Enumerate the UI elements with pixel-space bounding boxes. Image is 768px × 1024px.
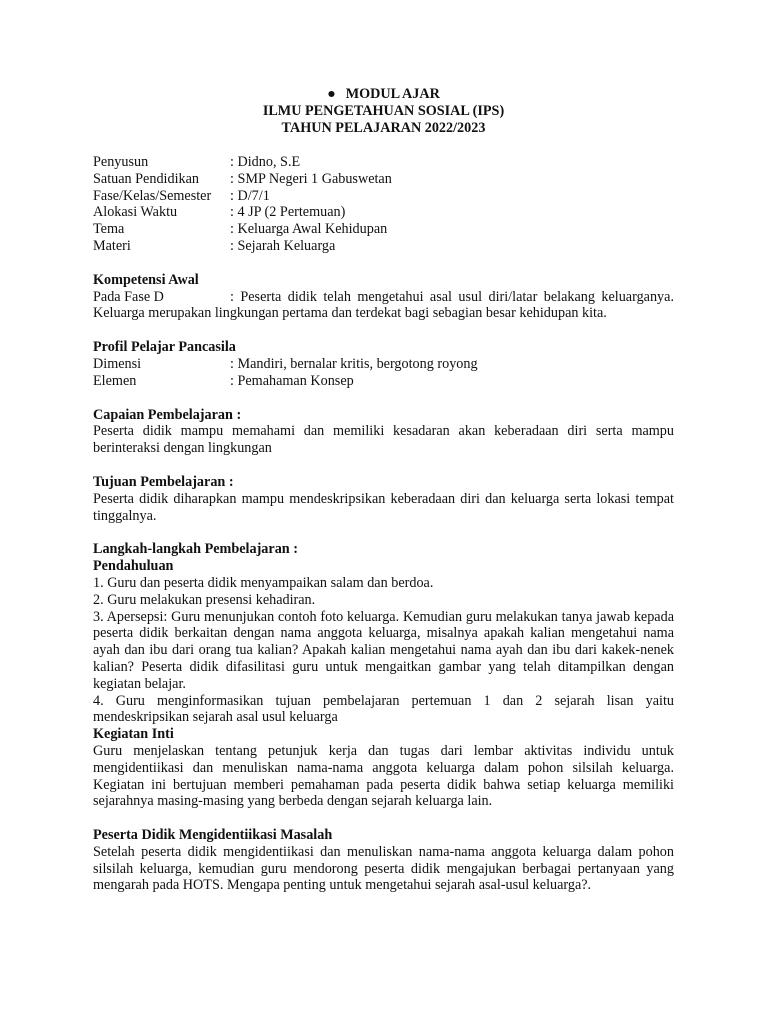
section-tujuan (93, 474, 674, 524)
info-value: : 4 JP (2 Pertemuan) (230, 204, 346, 221)
subject-title: ILMU PENGETAHUAN SOSIAL (IPS) (262, 103, 505, 119)
info-row-penyusun (93, 154, 674, 171)
section-kompetensi-awal (93, 272, 674, 322)
masalah-paragraph: Setelah peserta didik mengidentiikasi dan menuliskan nama-nama anggota keluarga dalam pohon silsilah keluarga, kemudian guru mendorong peserta didik mengajukan berbagai pertanyaan yang mengarah pada HOTS. Mengapa penting untuk mengetahui sejarah asal-usul keluarga?. (93, 843, 674, 894)
document-title-block (93, 86, 674, 137)
info-label: Fase/Kelas/Semester (93, 187, 212, 204)
profil-label: Dimensi (93, 355, 142, 372)
info-label: Penyusun (93, 154, 149, 170)
info-label: Alokasi Waktu (93, 204, 178, 221)
info-row-tema (93, 221, 674, 238)
section-heading: Langkah-langkah Pembelajaran : (93, 541, 298, 558)
kompetensi-text: : Peserta didik telah mengetahui asal usul diri/latar belakang keluarganya. Keluarga merupakan lingkungan pertama dan terdekat bagi sebagian besar kehidupan kita. (93, 288, 674, 322)
section-heading: Peserta Didik Mengidentiikasi Masalah (93, 827, 333, 844)
section-heading: Profil Pelajar Pancasila (93, 339, 236, 356)
module-title: ● MODUL AJAR (327, 86, 440, 102)
section-capaian (93, 407, 674, 457)
list-item: 4. Guru menginformasikan tujuan pembelajaran pertemuan 1 dan 2 sejarah lisan yaitu mendeskripsikan sejarah asal usul keluarga (93, 692, 674, 726)
subsection-heading-pendahuluan: Pendahuluan (93, 558, 174, 575)
info-value: : D/7/1 (230, 187, 270, 204)
kompetensi-paragraph (93, 289, 674, 323)
profil-row-elemen (93, 373, 674, 390)
subsection-heading-inti: Kegiatan Inti (93, 726, 174, 743)
info-label: Tema (93, 221, 125, 238)
academic-year-title: TAHUN PELAJARAN 2022/2023 (281, 120, 486, 136)
tujuan-paragraph: Peserta didik diharapkan mampu mendeskripsikan keberadaan diri dan keluarga serta lokasi tempat tinggalnya. (93, 490, 674, 524)
info-label: Satuan Pendidikan (93, 170, 199, 187)
kompetensi-label: Pada Fase D (93, 288, 164, 305)
info-row-satuan (93, 171, 674, 188)
bullet-icon: ● (327, 86, 336, 102)
info-table (93, 154, 674, 255)
section-heading: Tujuan Pembelajaran : (93, 473, 234, 490)
info-row-alokasi (93, 204, 674, 221)
section-heading: Kompetensi Awal (93, 271, 199, 288)
inti-paragraph: Guru menjelaskan tentang petunjuk kerja dan tugas dari lembar aktivitas individu untuk mengidentiikasi dan menuliskan nama-nama anggota keluarga dalam pohon silsilah keluarga. Kegiatan ini bertujuan memberi pemahaman pada peserta didik bahwa setiap keluarga memiliki sejarahnya masing-masing yang berbeda dengan sejarah keluarga lain. (93, 742, 674, 810)
list-item: 1. Guru dan peserta didik menyampaikan salam dan berdoa. (93, 574, 434, 591)
profil-label: Elemen (93, 372, 137, 389)
info-value: : Keluarga Awal Kehidupan (230, 221, 388, 238)
section-langkah (93, 541, 674, 810)
info-label: Materi (93, 237, 131, 254)
profil-value: : Mandiri, bernalar kritis, bergotong royong (230, 355, 478, 372)
section-profil-pelajar (93, 339, 674, 389)
section-masalah (93, 827, 674, 894)
info-value: : Sejarah Keluarga (230, 237, 336, 254)
profil-value: : Pemahaman Konsep (230, 372, 354, 389)
info-value: : SMP Negeri 1 Gabuswetan (230, 170, 392, 187)
capaian-paragraph: Peserta didik mampu memahami dan memiliki kesadaran akan keberadaan diri serta mampu berinteraksi dengan lingkungan (93, 423, 674, 457)
list-item: 2. Guru melakukan presensi kehadiran. (93, 591, 316, 608)
info-value: : Didno, S.E (230, 154, 301, 170)
list-item: 3. Apersepsi: Guru menunjukan contoh foto keluarga. Kemudian guru melakukan tanya jawab kepada peserta didik berkaitan dengan nama anggota keluarga, misalnya apakah kalian mengetahui nama ayah dan ibu dari orang tua kalian? Apakah kalian mengetahui nama ayah dan ibu dari kakek-nenek kalian? Peserta didik difasilitasi guru untuk mengaitkan gambar yang telah ditampilkan dengan kegiatan belajar. (93, 608, 674, 692)
profil-row-dimensi (93, 356, 674, 373)
info-row-materi (93, 238, 674, 255)
section-heading: Capaian Pembelajaran : (93, 406, 242, 423)
info-row-fase (93, 188, 674, 205)
